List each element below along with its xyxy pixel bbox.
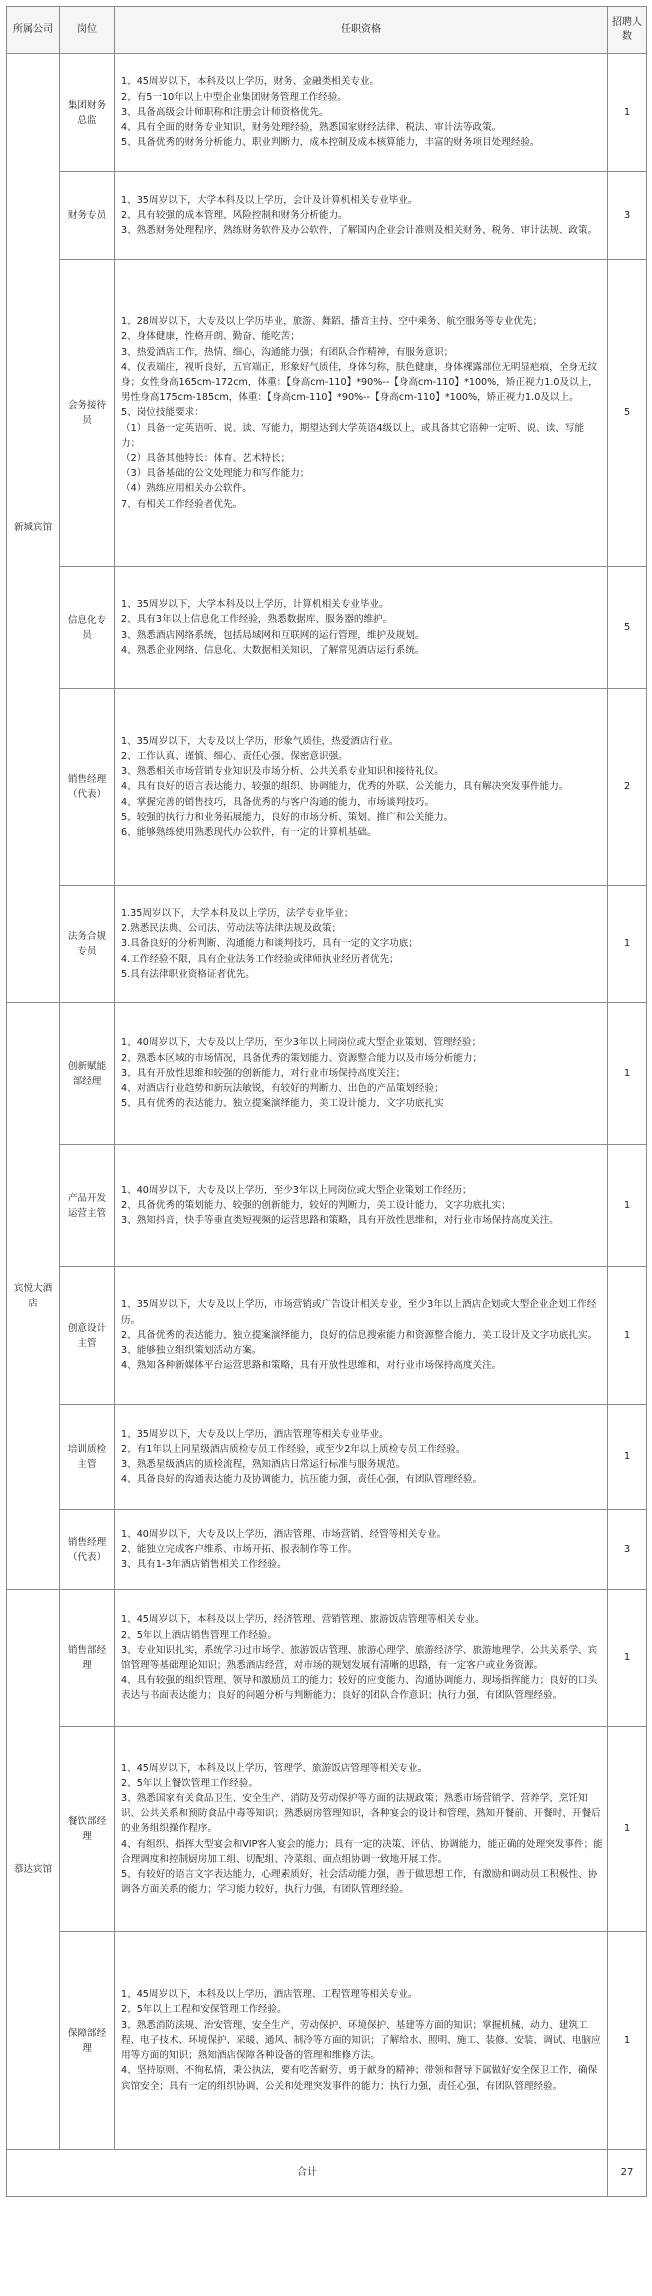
requirement-line: 3、专业知识扎实，系统学习过市场学、旅游饭店管理、旅游心理学、旅游经济学、旅游地理学、公共关系学、宾馆管理等基础理论知识；熟悉酒店经营，对市场的规划发展有清晰的思路，有一定客户或业务资源。 [121, 1644, 598, 1671]
requirement-line: （3）具备基础的公文处理能力和写作能力； [121, 468, 310, 480]
table-row [7, 1145, 647, 1267]
header-company: 所属公司 [7, 7, 60, 54]
requirements-cell [115, 1510, 608, 1590]
requirements-cell [115, 1267, 608, 1405]
headcount-cell: 1 [608, 1405, 647, 1510]
position-cell: 会务接待员 [60, 260, 115, 567]
requirements-cell [115, 172, 608, 260]
headcount-cell: 1 [608, 1932, 647, 2150]
company-cell: 宾悦大酒店 [7, 1003, 60, 1590]
requirement-line: 2、具备优秀的表达能力、独立提案演绎能力，良好的信息搜索能力和资源整合能力，美工设计及文字功底扎实。 [121, 1329, 598, 1341]
table-row [7, 260, 647, 567]
requirement-line: 1、45周岁以下，本科及以上学历，管理学、旅游饭店管理等相关专业。 [121, 1762, 428, 1774]
headcount-cell: 1 [608, 1727, 647, 1932]
headcount-cell: 3 [608, 1510, 647, 1590]
requirement-line: 3、熟悉消防法规、治安管理、安全生产、劳动保护、环境保护、基建等方面的知识；掌握机械、动力、建筑工程、电子技术、环境保护、采暖、通风、制冷等方面的知识；了解给水、照明、施工、装修、安装、调试、电脑应用等方面的知识；熟知酒店保障各种设备的管理和维修方法。 [121, 2019, 601, 2062]
requirement-line: 2.熟悉民法典、公司法、劳动法等法律法规及政策； [121, 923, 342, 935]
requirement-line: 2、工作认真、谨慎、细心、责任心强、保密意识强。 [121, 750, 348, 762]
requirement-line: 1、28周岁以下，大专及以上学历毕业，旅游、舞蹈、播音主持、空中乘务、航空服务等专业优先； [121, 316, 543, 328]
position-cell: 创意设计主管 [60, 1267, 115, 1405]
headcount-cell: 1 [608, 1267, 647, 1405]
position-cell: 法务合规专员 [60, 886, 115, 1003]
requirement-line: 3、熟悉相关市场营销专业知识及市场分析、公共关系专业知识和接待礼仪。 [121, 766, 444, 778]
requirement-line: 5、有较好的语言文字表达能力，心理素质好，社会活动能力强，善于做思想工作，有激励和调动员工积极性、协调各方面关系的能力；学习能力较好，执行力强，有团队管理经验。 [121, 1869, 598, 1896]
header-position: 岗位 [60, 7, 115, 54]
requirement-line: 4、有组织、指挥大型宴会和VIP客人宴会的能力；具有一定的决策、评估、协调能力，能正确的处理突发事件；能合理调度和控制厨房加工组、切配组、冷菜组、面点组协调一致地开展工作。 [121, 1838, 603, 1865]
requirement-line: 2、有5一10年以上中型企业集团财务管理工作经验。 [121, 91, 347, 103]
requirement-line: 3、热爱酒店工作，热情、细心，沟通能力强；有团队合作精神，有服务意识； [121, 346, 454, 358]
position-cell: 保障部经理 [60, 1932, 115, 2150]
table-body [7, 54, 647, 2150]
table-row [7, 567, 647, 689]
requirement-line: 5、较强的执行力和业务拓展能力，良好的市场分析、策划、推广和公关能力。 [121, 811, 454, 823]
total-row [7, 2150, 647, 2197]
total-value: 27 [608, 2150, 647, 2197]
table-row [7, 1932, 647, 2150]
requirements-cell [115, 260, 608, 567]
requirement-line: 4、对酒店行业趋势和新玩法敏锐，有较好的判断力、出色的产品策划经验； [121, 1083, 444, 1095]
header-row [7, 7, 647, 54]
requirement-line: 5.具有法律职业资格证者优先。 [121, 968, 255, 980]
requirement-line: 3、具有开放性思维和较强的创新能力，对行业市场保持高度关注； [121, 1067, 406, 1079]
requirement-line: 1.35周岁以下，大学本科及以上学历，法学专业毕业； [121, 907, 354, 919]
requirement-line: 3、熟悉星级酒店的质检流程，熟知酒店日常运行标准与服务规范。 [121, 1459, 406, 1470]
position-cell: 财务专员 [60, 172, 115, 260]
requirement-line: 4、具有良好的语言表达能力、较强的组织、协调能力，优秀的外联、公关能力，具有解决突发事件能力。 [121, 781, 569, 793]
requirement-line: 4、具备良好的沟通表达能力及协调能力，抗压能力强，责任心强，有团队管理经验。 [121, 1474, 483, 1486]
requirement-line: 4.工作经验不限，具有企业法务工作经验或律师执业经历者优先； [121, 953, 399, 965]
requirement-line: 2、具备优秀的策划能力、较强的创新能力，较好的判断力，美工设计能力，文字功底扎实； [121, 1199, 511, 1211]
headcount-cell: 3 [608, 172, 647, 260]
requirement-line: 4、熟知各种新媒体平台运营思路和策略，具有开放性思维和，对行业市场保持高度关注。 [121, 1360, 502, 1372]
requirement-line: 3、熟悉酒店网络系统，包括局域网和互联网的运行管理，维护及规划。 [121, 629, 425, 641]
requirement-line: 1、40周岁以下，大专及以上学历，至少3年以上同岗位或大型企业策划工作经历； [121, 1184, 472, 1196]
table-row [7, 54, 647, 172]
header-headcount: 招聘人数 [608, 7, 647, 54]
position-cell: 信息化专员 [60, 567, 115, 689]
requirements-cell [115, 886, 608, 1003]
headcount-cell: 2 [608, 689, 647, 886]
requirement-line: 2、5年以上工程和安保管理工作经验。 [121, 2004, 287, 2016]
headcount-cell: 1 [608, 1145, 647, 1267]
requirement-line: （4）熟练应用相关办公软件。 [121, 483, 252, 495]
position-cell: 销售部经理 [60, 1590, 115, 1727]
headcount-cell: 1 [608, 1590, 647, 1727]
total-label: 合计 [7, 2150, 608, 2197]
headcount-cell: 1 [608, 1003, 647, 1145]
requirement-line: 4、掌握完善的销售技巧，具备优秀的与客户沟通的能力，市场谈判技巧。 [121, 796, 435, 808]
requirement-line: 4、熟悉企业网络、信息化、大数据相关知识，了解常见酒店运行系统。 [121, 644, 425, 656]
table-row [7, 1727, 647, 1932]
requirement-line: 4、具有较强的组织管理、领导和激励员工的能力；较好的应变能力、沟通协调能力、现场指挥能力；良好的口头表达与书面表达能力；良好的问题分析与判断能力；良好的团队合作意识；执行力强，有团队管理经验。 [121, 1675, 598, 1702]
requirement-line: 2、5年以上酒店销售管理工作经验。 [121, 1629, 278, 1641]
headcount-cell: 1 [608, 886, 647, 1003]
requirements-cell [115, 1590, 608, 1727]
requirement-line: 6、能够熟练使用熟悉现代办公软件，有一定的计算机基础。 [121, 827, 377, 838]
requirements-cell [115, 1145, 608, 1267]
requirement-line: 1、35周岁以下，大学本科及以上学历，会计及计算机相关专业毕业。 [121, 194, 418, 206]
table-row [7, 1510, 647, 1590]
requirement-line: 2、熟悉本区域的市场情况，具备优秀的策划能力、资源整合能力以及市场分析能力； [121, 1052, 483, 1064]
requirement-line: 3、熟知抖音，快手等垂直类短视频的运营思路和策略，具有开放性思维和，对行业市场保持高度关注。 [121, 1215, 559, 1227]
table-row [7, 172, 647, 260]
requirements-cell [115, 1727, 608, 1932]
position-cell: 集团财务总监 [60, 54, 115, 172]
requirement-line: （1）具备一定英语听、说、读、写能力，期望达到大学英语4级以上，或具备其它语种一定听、说、读、写能力； [121, 422, 585, 449]
requirement-line: 2、具有3年以上信息化工作经验，熟悉数据库、服务器的维护。 [121, 614, 393, 626]
requirement-line: 2、5年以上餐饮管理工作经验。 [121, 1777, 258, 1789]
requirement-line: 3、熟悉财务处理程序，熟练财务软件及办公软件，了解国内企业会计准则及相关财务、税务、审计法规、政策。 [121, 225, 598, 237]
table-row [7, 1405, 647, 1510]
headcount-cell: 5 [608, 567, 647, 689]
requirement-line: 1、45周岁以下，本科及以上学历，财务、金融类相关专业。 [121, 76, 380, 88]
position-cell: 产品开发运营主管 [60, 1145, 115, 1267]
requirement-line: 1、45周岁以下，本科及以上学历，经济管理、营销管理、旅游饭店管理等相关专业。 [121, 1614, 485, 1626]
requirement-line: 1、35周岁以下，大专及以上学历，酒店管理等相关专业毕业。 [121, 1428, 389, 1440]
header-requirements: 任职资格 [115, 7, 608, 54]
requirement-line: 5、具备优秀的财务分析能力、职业判断力，成本控制及成本核算能力，丰富的财务项目处理经验。 [121, 137, 540, 149]
requirement-line: 1、35周岁以下，大专及以上学历，形象气质佳，热爱酒店行业。 [121, 735, 399, 747]
requirement-line: 7、有相关工作经验者优先。 [121, 498, 243, 510]
requirement-line: 3、能够独立组织策划活动方案。 [121, 1345, 262, 1357]
company-cell: 新城宾馆 [7, 54, 60, 1003]
requirement-line: 1、35周岁以下，大专及以上学历，市场营销或广告设计相关专业，至少3年以上酒店企划或大型企业企划工作经历。 [121, 1299, 597, 1326]
requirement-line: 4、坚持原则、不徇私情，秉公执法，要有吃苦耐劳、勇于献身的精神；带领和督导下属做好安全保卫工作，确保宾馆安全；具有一定的组织协调、公关和处理突发事件的能力；执行力强，责任心强，有团队管理经验。 [121, 2065, 598, 2092]
requirements-cell [115, 54, 608, 172]
position-cell: 餐饮部经理 [60, 1727, 115, 1932]
requirement-line: 3、具有1-3年酒店销售相关工作经验。 [121, 1559, 287, 1571]
requirement-line: 5、具有优秀的表达能力、独立提案演绎能力，美工设计能力，文字功底扎实 [121, 1098, 444, 1110]
position-cell: 销售经理（代表） [60, 689, 115, 886]
requirement-line: 3.具备良好的分析判断、沟通能力和谈判技巧，具有一定的文字功底； [121, 938, 418, 950]
requirement-line: 4、具有全面的财务专业知识，财务处理经验，熟悉国家财经法律、税法、审计法等政策。 [121, 122, 502, 134]
headcount-cell: 1 [608, 54, 647, 172]
requirement-line: 1、45周岁以下，本科及以上学历，酒店管理、工程管理等相关专业。 [121, 1989, 418, 2001]
table-row [7, 1590, 647, 1727]
position-cell: 销售经理（代表） [60, 1510, 115, 1590]
recruitment-table [6, 6, 647, 2197]
company-cell: 慕达宾馆 [7, 1590, 60, 2150]
requirements-cell [115, 567, 608, 689]
requirements-cell [115, 1405, 608, 1510]
position-cell: 创新赋能部经理 [60, 1003, 115, 1145]
requirement-line: 2、具有较强的成本管理、风险控制和财务分析能力。 [121, 209, 348, 221]
requirement-line: 2、有1年以上同星级酒店质检专员工作经验，或至少2年以上质检专员工作经验。 [121, 1443, 466, 1455]
requirement-line: 2、身体健康，性格开朗、勤奋、能吃苦； [121, 331, 300, 343]
position-cell: 培训质检主管 [60, 1405, 115, 1510]
requirement-line: 2、能独立完成客户维系、市场开拓、报表制作等工作。 [121, 1543, 358, 1555]
table-row [7, 1267, 647, 1405]
requirements-cell [115, 1003, 608, 1145]
requirement-line: 3、具备高级会计师职称和注册会计师资格优先。 [121, 106, 329, 118]
table-row [7, 689, 647, 886]
requirement-line: （2）具备其他特长：体育、艺术特长； [121, 453, 291, 464]
table-row [7, 886, 647, 1003]
requirement-line: 1、35周岁以下，大学本科及以上学历，计算机相关专业毕业。 [121, 599, 389, 611]
table-row [7, 1003, 647, 1145]
headcount-cell: 5 [608, 260, 647, 567]
requirements-cell [115, 1932, 608, 2150]
requirements-cell [115, 689, 608, 886]
requirement-line: 1、40周岁以下，大专及以上学历，酒店管理、市场营销、经管等相关专业。 [121, 1528, 447, 1540]
requirement-line: 3、熟悉国家有关食品卫生、安全生产、消防及劳动保护等方面的法规政策；熟悉市场营销学、营养学、烹饪知识、公共关系和预防食品中毒等知识；熟悉厨房管理知识，各种宴会的设计和管理，熟知开餐前、开餐时、开餐后的业务组织操作程序。 [121, 1792, 601, 1835]
requirement-line: 1、40周岁以下，大专及以上学历，至少3年以上同岗位或大型企业策划、管理经验； [121, 1037, 482, 1049]
requirement-line: 5、岗位技能要求： [121, 407, 204, 419]
requirement-line: 4、仪表端庄，视听良好，五官端正，形象好气质佳，身体匀称，肤色健康，身体裸露部位无明显疤痕，全身无纹身；女性身高165cm-172cm，体重：【身高cm-110】*90%--【身高cm-110】*100%，矫正视力1.0及以上，男性身高175cm-185cm，体重：【身高cm-110】*90%--【身高cm-110】*100%，矫正视力1.0及以上。 [121, 361, 598, 404]
